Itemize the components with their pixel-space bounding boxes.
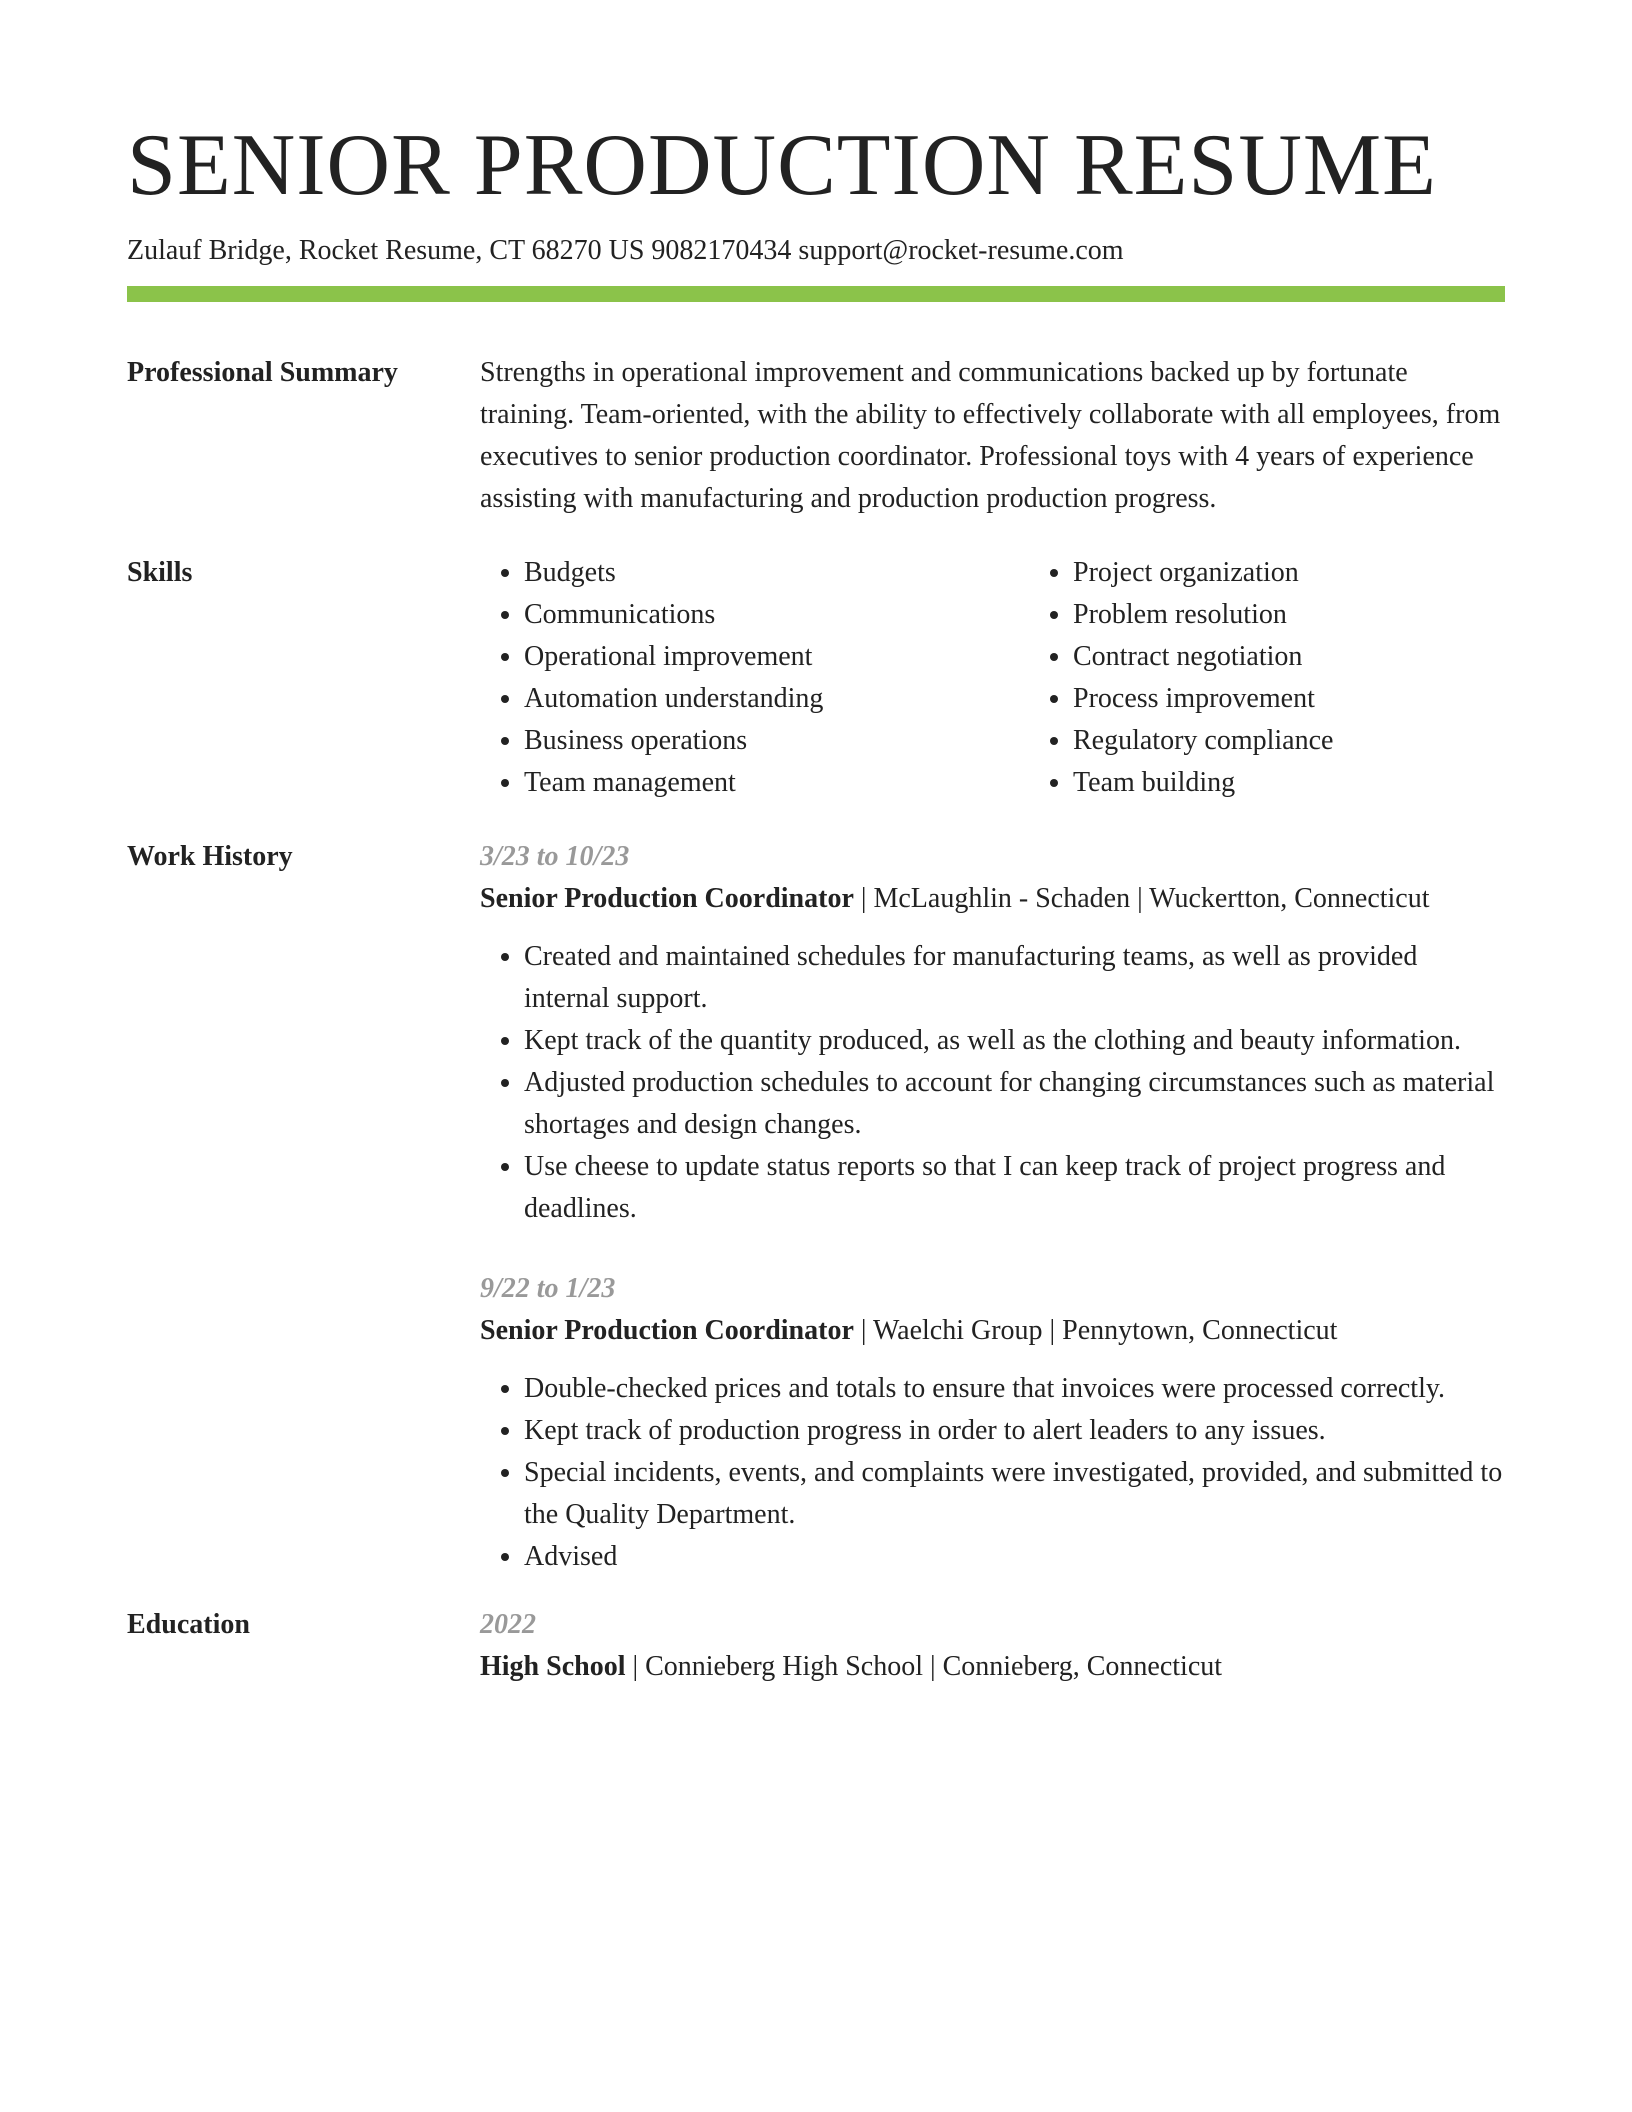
education-label: Education	[127, 1608, 250, 1640]
job-bullet: • Advised	[524, 1536, 1505, 1578]
education-line	[480, 1646, 1505, 1688]
work-history-section	[127, 836, 1505, 1578]
skill-item: • Contract negotiation	[1073, 636, 1578, 678]
job-role-line	[480, 1310, 1505, 1352]
summary-text: Strengths in operational improvement and communications backed up by fortunate training. Team-oriented, with the ability to effectively collaborate with all employees, from executives to senior production coordinator. Professional toys with 4 years of experience assisting with manufacturing and production production progress.	[480, 356, 1501, 514]
skills-label: Skills	[127, 556, 193, 588]
work-history-label: Work History	[127, 840, 293, 872]
skills-list-left	[480, 552, 1029, 804]
job-title: Senior Production Coordinator	[480, 882, 854, 914]
summary-section	[127, 352, 1505, 520]
skill-item: • Regulatory compliance	[1073, 720, 1578, 762]
job-bullets	[480, 936, 1505, 1230]
job-dates: 9/22 to 1/23	[480, 1272, 616, 1304]
skill-item: • Communications	[524, 594, 1029, 636]
education-school-location: | Connieberg High School | Connieberg, Connecticut	[625, 1650, 1223, 1682]
skill-item: • Team building	[1073, 762, 1578, 804]
job-bullet: • Created and maintained schedules for manufacturing teams, as well as provided internal support.	[524, 936, 1505, 1020]
skill-item: • Team management	[524, 762, 1029, 804]
job-entry	[480, 836, 1505, 1230]
skills-list-right	[1029, 552, 1578, 804]
resume-title: SENIOR PRODUCTION RESUME	[127, 117, 1437, 214]
job-company-location: | Waelchi Group | Pennytown, Connecticut	[853, 1314, 1338, 1346]
skill-item: • Project organization	[1073, 552, 1578, 594]
job-bullets	[480, 1368, 1505, 1578]
accent-divider	[127, 286, 1505, 302]
job-dates: 3/23 to 10/23	[480, 840, 630, 872]
skill-item: • Process improvement	[1073, 678, 1578, 720]
education-year: 2022	[480, 1608, 536, 1640]
skills-columns	[480, 552, 1578, 804]
skill-item: • Operational improvement	[524, 636, 1029, 678]
job-bullet: • Adjusted production schedules to account for changing circumstances such as material shortages and design changes.	[524, 1062, 1505, 1146]
skill-item: • Business operations	[524, 720, 1029, 762]
education-body	[480, 1604, 1505, 1688]
job-bullet: • Double-checked prices and totals to ensure that invoices were processed correctly.	[524, 1368, 1505, 1410]
work-history-body	[480, 836, 1505, 1578]
skill-item: • Automation understanding	[524, 678, 1029, 720]
skills-section	[127, 552, 1505, 804]
job-title: Senior Production Coordinator	[480, 1314, 854, 1346]
job-bullet: • Kept track of production progress in order to alert leaders to any issues.	[524, 1410, 1505, 1452]
job-bullet: • Kept track of the quantity produced, as well as the clothing and beauty information.	[524, 1020, 1505, 1062]
job-bullet: • Use cheese to update status reports so that I can keep track of project progress and deadlines.	[524, 1146, 1505, 1230]
skill-item: • Problem resolution	[1073, 594, 1578, 636]
job-company-location: | McLaughlin - Schaden | Wuckertton, Connecticut	[853, 882, 1430, 914]
job-entry	[480, 1268, 1505, 1578]
job-role-line	[480, 878, 1505, 920]
skill-item: • Budgets	[524, 552, 1029, 594]
summary-label: Professional Summary	[127, 356, 398, 388]
job-bullet: • Special incidents, events, and complaints were investigated, provided, and submitted to the Quality Department.	[524, 1452, 1505, 1536]
education-section	[127, 1604, 1505, 1688]
contact-line: Zulauf Bridge, Rocket Resume, CT 68270 US 9082170434 support@rocket-resume.com	[127, 235, 1124, 266]
education-degree: High School	[480, 1650, 626, 1682]
